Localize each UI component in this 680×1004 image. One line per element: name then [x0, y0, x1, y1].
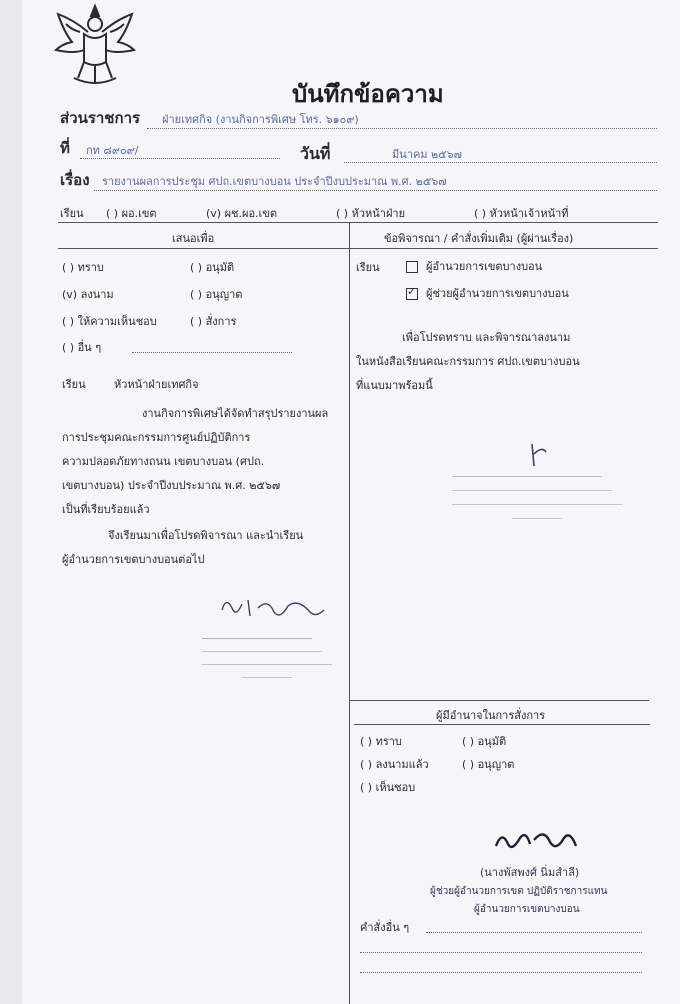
- option-order: ( ) สั่งการ: [190, 315, 237, 328]
- checkbox-icon: [406, 261, 418, 273]
- addressee-option: (v) ผช.ผอ.เขต: [206, 207, 277, 220]
- addressee-option: ( ) หัวหน้าฝ่าย: [336, 207, 406, 220]
- subject-value: รายงานผลการประชุม ศปถ.เขตบางบอน ประจำปีงบประมาณ พ.ศ. ๒๕๖๗: [102, 175, 447, 188]
- other-orders-label: คำสั่งอื่น ๆ: [360, 921, 410, 934]
- addressee-option: ( ) ผอ.เขต: [106, 207, 157, 220]
- option-approve: ( ) อนุมัติ: [190, 261, 235, 274]
- left-to-label: เรียน: [62, 378, 86, 391]
- option-other: ( ) อื่น ๆ: [62, 341, 102, 354]
- garuda-emblem: [54, 2, 136, 88]
- right-body-line: เพื่อโปรดทราบ และพิจารณาลงนาม: [402, 331, 571, 344]
- para2-line: จึงเรียนมาเพื่อโปรดพิจารณา และนำเรียน: [108, 529, 304, 542]
- option-acknowledge: ( ) ทราบ: [62, 261, 104, 274]
- auth-option: ( ) เห็นชอบ: [360, 781, 416, 794]
- option-permit: ( ) อนุญาต: [190, 288, 243, 301]
- check-assistant-director: ✓ผู้ช่วยผู้อำนวยการเขตบางบอน: [406, 284, 569, 302]
- auth-option: ( ) ลงนามแล้ว: [360, 758, 429, 771]
- date-label: วันที่: [300, 144, 331, 163]
- date-value: มีนาคม ๒๕๖๗: [392, 148, 462, 161]
- signer-title-2: ผู้อำนวยการเขตบางบอน: [474, 904, 580, 915]
- auth-option: ( ) ทราบ: [360, 735, 402, 748]
- para1-line: การประชุมคณะกรรมการศูนย์ปฏิบัติการ: [62, 431, 251, 444]
- checked-checkbox-icon: [406, 288, 418, 300]
- signature-left: [218, 590, 328, 624]
- para1-line: เขตบางบอน) ประจำปีงบประมาณ พ.ศ. ๒๕๖๗: [62, 479, 281, 492]
- authority-header: ผู้มีอำนาจในการสั่งการ: [436, 709, 546, 722]
- para1-line: งานกิจการพิเศษได้จัดทำสรุปรายงานผล: [142, 407, 329, 420]
- memo-page: [22, 0, 680, 1004]
- para1-line: เป็นที่เรียบร้อยแล้ว: [62, 503, 150, 516]
- agency-value: ฝ่ายเทศกิจ (งานกิจการพิเศษ โทร. ๖๑๐๙): [162, 113, 359, 126]
- right-column-header: ข้อพิจารณา / คำสั่งเพิ่มเติม (ผู้ผ่านเรื่อง): [384, 232, 574, 245]
- right-body-line: ในหนังสือเรียนคณะกรรมการ ศปถ.เขตบางบอน: [356, 355, 580, 368]
- auth-option: ( ) อนุญาต: [462, 758, 515, 771]
- para1-line: ความปลอดภัยทางถนน เขตบางบอน (ศปถ.: [62, 455, 265, 468]
- signature-authority: [490, 820, 580, 860]
- right-body-line: ที่แนบมาพร้อมนี้: [356, 379, 433, 392]
- para2-line: ผู้อำนวยการเขตบางบอนต่อไป: [62, 553, 205, 566]
- subject-label: เรื่อง: [60, 171, 90, 189]
- ref-label: ที่: [60, 139, 70, 157]
- check-director: ผู้อำนวยการเขตบางบอน: [406, 257, 542, 275]
- signature-right-mid: [522, 440, 552, 470]
- signature-right-mid-block: [452, 470, 622, 519]
- addressee-option: ( ) หัวหน้าเจ้าหน้าที่: [474, 207, 569, 220]
- right-to-label: เรียน: [356, 261, 380, 274]
- option-endorse: ( ) ให้ความเห็นชอบ: [62, 315, 157, 328]
- agency-label: ส่วนราชการ: [60, 109, 141, 127]
- addressee-label: เรียน: [60, 207, 84, 220]
- ref-value: กท ๘๙๐๙/: [86, 144, 139, 157]
- signer-title-1: ผู้ช่วยผู้อำนวยการเขต ปฏิบัติราชการแทน: [430, 886, 608, 897]
- left-column-header: เสนอเพื่อ: [172, 232, 215, 245]
- signer-name: (นางพัสพงศ์ นิ่มสำลี): [480, 866, 580, 879]
- memo-title: บันทึกข้อความ: [292, 80, 444, 108]
- left-to-value: หัวหน้าฝ่ายเทศกิจ: [114, 378, 199, 391]
- signature-left-block: [202, 632, 342, 678]
- auth-option: ( ) อนุมัติ: [462, 735, 507, 748]
- option-sign: (v) ลงนาม: [62, 288, 114, 301]
